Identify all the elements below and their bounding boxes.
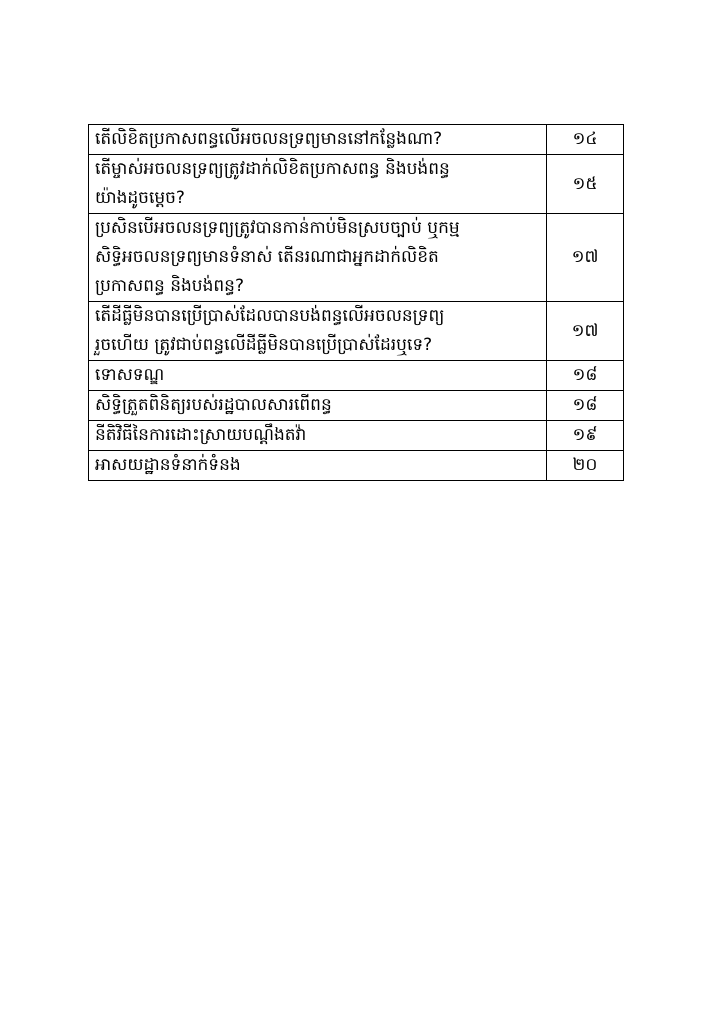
table-of-contents <box>88 124 624 481</box>
table-row <box>89 421 624 451</box>
toc-entry-line: អាសយដ្ឋានទំនាក់ទំនង <box>95 455 241 475</box>
toc-page-number: ១៨ <box>547 361 624 391</box>
toc-entry-title <box>89 451 547 481</box>
toc-entry-line: សិទ្ធិត្រួតពិនិត្យរបស់រដ្ឋបាលសារពើពន្ធ <box>95 395 332 415</box>
toc-entry-title <box>89 214 547 302</box>
toc-page-number: ១៤ <box>547 125 624 155</box>
table-row <box>89 125 624 155</box>
toc-entry-title <box>89 391 547 421</box>
toc-entry-line: នីតិវិធីនៃការដោះស្រាយបណ្តឹងតវ៉ា <box>95 425 307 445</box>
table-row <box>89 155 624 214</box>
toc-entry-title <box>89 361 547 391</box>
toc-page-number: ២០ <box>547 451 624 481</box>
toc-page-number: ១៧ <box>547 214 624 302</box>
toc-entry-line: តើលិខិតប្រកាសពន្ធលើអចលនទ្រព្យមាននៅកន្លែងណា? <box>95 129 443 149</box>
toc-entry-title <box>89 125 547 155</box>
toc-entry-line: រួចហើយ ត្រូវជាប់ពន្ធលើដីធ្លីមិនបានប្រើប្រាស់ដែរឬទេ? <box>95 335 433 355</box>
table-row <box>89 451 624 481</box>
toc-entry-line: សិទ្ធិអចលនទ្រព្យមានទំនាស់ តើនរណាជាអ្នកដាក់លិខិត <box>95 247 439 267</box>
toc-entry-line: តើម្ចាស់អចលនទ្រព្យត្រូវដាក់លិខិតប្រកាសពន្ធ និងបង់ពន្ធ <box>95 159 450 179</box>
table-row <box>89 302 624 361</box>
toc-page-number: ១៨ <box>547 391 624 421</box>
toc-entry-title <box>89 421 547 451</box>
table-row <box>89 391 624 421</box>
toc-page-number: ១៩ <box>547 421 624 451</box>
table-row <box>89 361 624 391</box>
toc-entry-title <box>89 155 547 214</box>
toc-entry-line: ប្រសិនបើអចលនទ្រព្យត្រូវបានកាន់កាប់មិនស្របច្បាប់ ឬកម្ម <box>95 218 460 238</box>
toc-entry-line: ប្រកាសពន្ធ និងបង់ពន្ធ? <box>95 276 244 296</box>
toc-page-number: ១៥ <box>547 155 624 214</box>
toc-entry-line: យ៉ាងដូចម្តេច? <box>95 188 185 208</box>
toc-entry-line: តើដីធ្លីមិនបានប្រើប្រាស់ដែលបានបង់ពន្ធលើអចលនទ្រព្យ <box>95 306 445 326</box>
toc-entry-title <box>89 302 547 361</box>
table-row <box>89 214 624 302</box>
toc-page-number: ១៧ <box>547 302 624 361</box>
toc-entry-line: ទោសទណ្ឌ <box>95 365 165 385</box>
